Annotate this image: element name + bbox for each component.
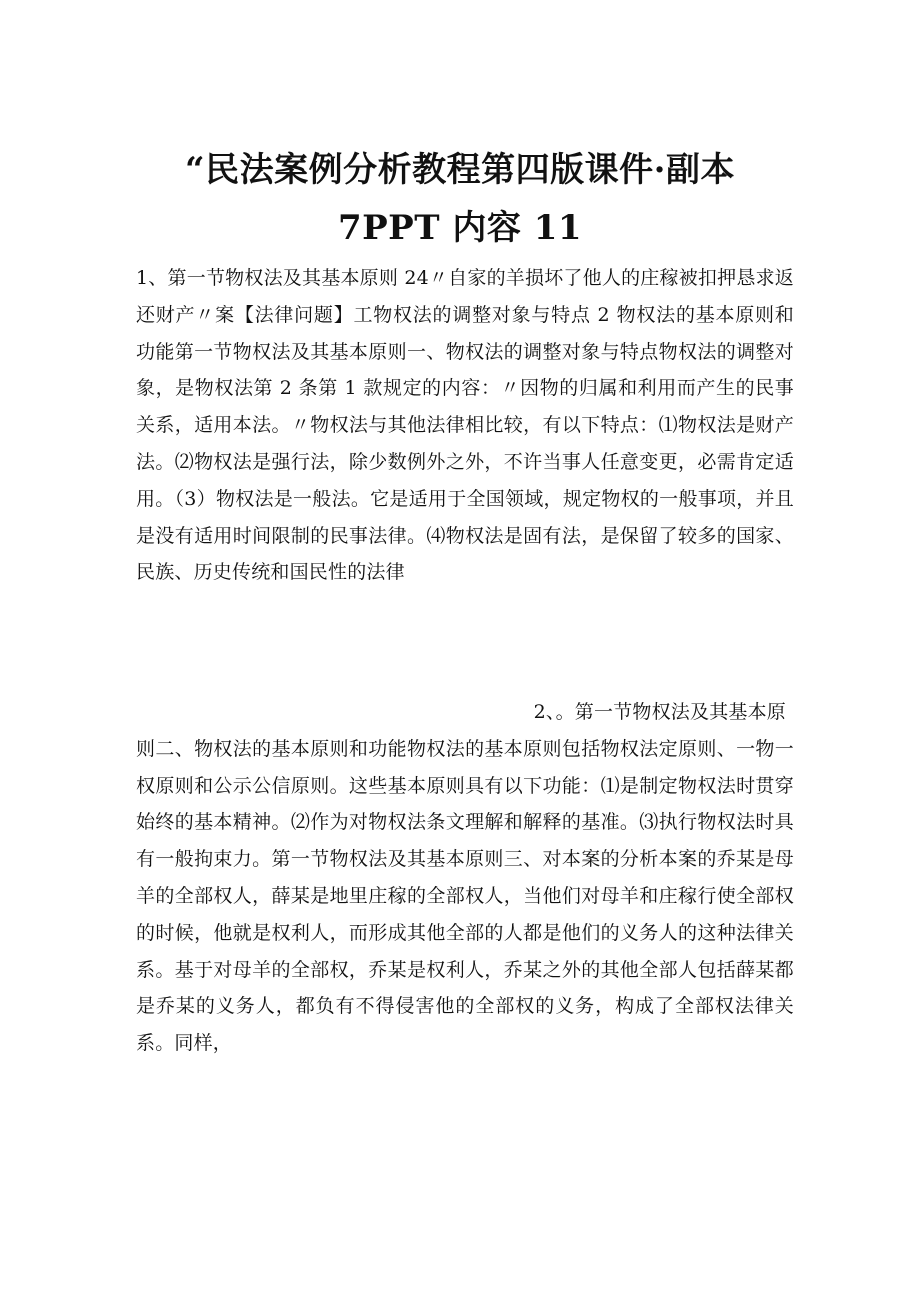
- paragraph-2-lead: 2、。第一节物权法及其基本原: [533, 701, 786, 723]
- paragraph-2-block: [136, 694, 794, 1074]
- title-line-2: 7PPT 内容 11: [337, 207, 583, 248]
- title-line-1: “民法案例分析教程第四版课件·副本: [185, 149, 735, 190]
- paragraph-1: 1、第一节物权法及其基本原则 24〃自家的羊损坏了他人的庄稼被扣押恳求返还财产〃案【法律问题】工物权法的调整对象与特点 2 物权法的基本原则和功能第一节物权法及其基本原则一、物权法的调整对象与特点物权法的调整对象，是物权法第 2 条第 1 款规定的内容：〃因物的归属和利用而产生的民事关系，适用本法。〃物权法与其他法律相比较，有以下特点：⑴物权法是财产法。⑵物权法是强行法，除少数例外之外，不许当事人任意变更，必需肯定适用。（3）物权法是一般法。它是适用于全国领域，规定物权的一般事项，并且是没有适用时间限制的民事法律。⑷物权法是固有法，是保留了较多的国家、民族、历史传统和国民性的法律: [136, 267, 794, 584]
- paragraph-2: 则二、物权法的基本原则和功能物权法的基本原则包括物权法定原则、一物一权原则和公示公信原则。这些基本原则具有以下功能：⑴是制定物权法时贯穿始终的基本精神。⑵作为对物权法条文理解和解释的基准。⑶执行物权法时具有一般拘束力。第一节物权法及其基本原则三、对本案的分析本案的乔某是母羊的全部权人，薛某是地里庄稼的全部权人，当他们对母羊和庄稼行使全部权的时候，他就是权利人，而形成其他全部的人都是他们的义务人的这种法律关系。基于对母羊的全部权，乔某是权利人，乔某之外的其他全部人包括薛某都是乔某的义务人，都负有不得侵害他的全部权的义务，构成了全部权法律关系。同样，: [136, 737, 794, 1055]
- document-title: [120, 141, 800, 257]
